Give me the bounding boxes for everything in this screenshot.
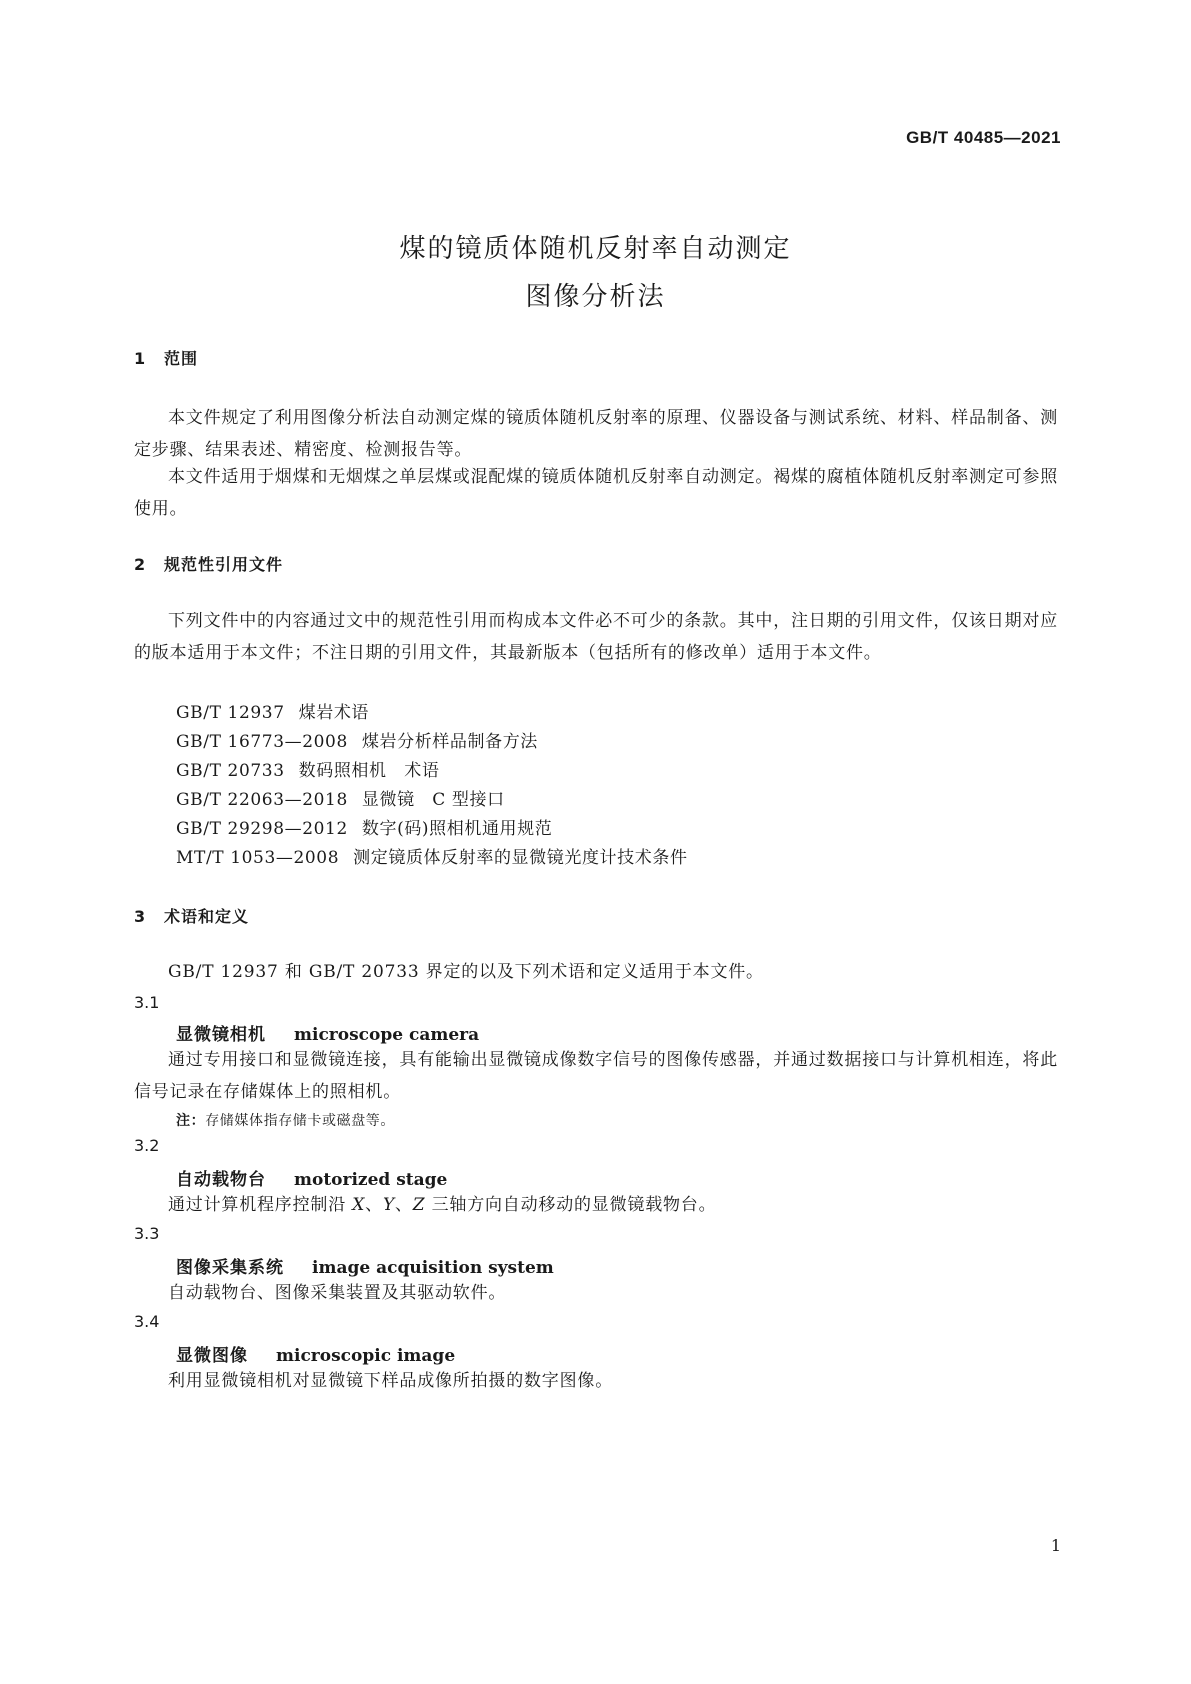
page-number: 1: [1050, 1536, 1061, 1555]
reference-title: 数码照相机 术语: [298, 761, 440, 781]
clause-title: 范围: [164, 349, 199, 368]
reference-title: 煤岩分析样品制备方法: [361, 732, 538, 752]
note-label: 注：: [176, 1113, 206, 1129]
scope-paragraph-1: 本文件规定了利用图像分析法自动测定煤的镜质体随机反射率的原理、仪器设备与测试系统、材料、样品制备、测定步骤、结果表述、精密度、检测报告等。: [134, 408, 1058, 460]
term-entry: [176, 1253, 554, 1278]
term-chinese: 显微图像: [176, 1346, 248, 1366]
clause-number: 2: [134, 555, 147, 574]
term-number: 3.1: [134, 993, 160, 1012]
reference-item: [176, 756, 439, 781]
document-title-line1: 煤的镜质体随机反射率自动测定: [399, 234, 792, 264]
term-english: microscopic image: [276, 1346, 456, 1366]
reference-title: 测定镜质体反射率的显微镜光度计技术条件: [353, 848, 688, 868]
terms-intro: GB/T 12937 和 GB/T 20733 界定的以及下列术语和定义适用于本文件。: [168, 962, 764, 982]
document-title-line2: 图像分析法: [525, 282, 666, 312]
normative-references-intro: 下列文件中的内容通过文中的规范性引用而构成本文件必不可少的条款。其中，注日期的引用文件，仅该日期对应的版本适用于本文件；不注日期的引用文件，其最新版本（包括所有的修改单）适用于本文件。: [134, 611, 1058, 663]
reference-item: [176, 814, 552, 839]
term-chinese: 自动载物台: [176, 1170, 266, 1190]
clause-title: 术语和定义: [164, 907, 250, 926]
term-number: 3.4: [134, 1312, 160, 1331]
term-english: microscope camera: [294, 1025, 480, 1045]
separator: 、: [394, 1195, 413, 1215]
term-definition: [134, 1189, 1058, 1221]
term-definition: 利用显微镜相机对显微镜下样品成像所拍摄的数字图像。: [168, 1371, 613, 1391]
term-entry: [176, 1341, 455, 1366]
definition-text-start: 通过计算机程序控制沿: [168, 1195, 353, 1215]
reference-code: GB/T 20733: [176, 761, 285, 781]
clause-3-heading: [134, 904, 249, 927]
reference-item: [176, 727, 538, 752]
clause-2-heading: [134, 552, 283, 575]
term-english: motorized stage: [294, 1170, 448, 1190]
reference-item: [176, 843, 688, 868]
reference-title: 显微镜 C 型接口: [361, 790, 505, 810]
axis-x: X: [352, 1195, 366, 1215]
reference-code: MT/T 1053—2008: [176, 848, 340, 868]
reference-code: GB/T 16773—2008: [176, 732, 348, 752]
term-number: 3.3: [134, 1224, 160, 1243]
term-number: 3.2: [134, 1136, 160, 1155]
term-english: image acquisition system: [312, 1258, 554, 1278]
term-chinese: 图像采集系统: [176, 1258, 284, 1278]
term-definition: 自动载物台、图像采集装置及其驱动软件。: [168, 1283, 507, 1303]
scope-paragraph-2: 本文件适用于烟煤和无烟煤之单层煤或混配煤的镜质体随机反射率自动测定。褐煤的腐植体随机反射率测定可参照使用。: [134, 467, 1058, 519]
axis-y: Y: [382, 1195, 395, 1215]
clause-number: 1: [134, 349, 147, 368]
standard-number: GB/T 40485—2021: [906, 128, 1061, 147]
term-note: [176, 1110, 395, 1130]
clause-title: 规范性引用文件: [164, 555, 284, 574]
reference-code: GB/T 29298—2012: [176, 819, 348, 839]
clause-1-heading: [134, 346, 198, 369]
reference-item: [176, 698, 369, 723]
reference-code: GB/T 12937: [176, 703, 285, 723]
term-definition: 通过专用接口和显微镜连接，具有能输出显微镜成像数字信号的图像传感器，并通过数据接口与计算机相连，将此信号记录在存储媒体上的照相机。: [134, 1050, 1058, 1102]
term-chinese: 显微镜相机: [176, 1025, 266, 1045]
term-entry: [176, 1020, 479, 1045]
axis-z: Z: [412, 1195, 426, 1215]
term-entry: [176, 1165, 447, 1190]
definition-text-end: 三轴方向自动移动的显微镜载物台。: [425, 1195, 717, 1215]
separator: 、: [365, 1195, 383, 1215]
note-text: 存储媒体指存储卡或磁盘等。: [205, 1113, 396, 1129]
clause-number: 3: [134, 907, 147, 926]
reference-title: 煤岩术语: [298, 703, 370, 723]
reference-item: [176, 785, 505, 810]
reference-title: 数字(码)照相机通用规范: [361, 819, 553, 839]
reference-code: GB/T 22063—2018: [176, 790, 348, 810]
